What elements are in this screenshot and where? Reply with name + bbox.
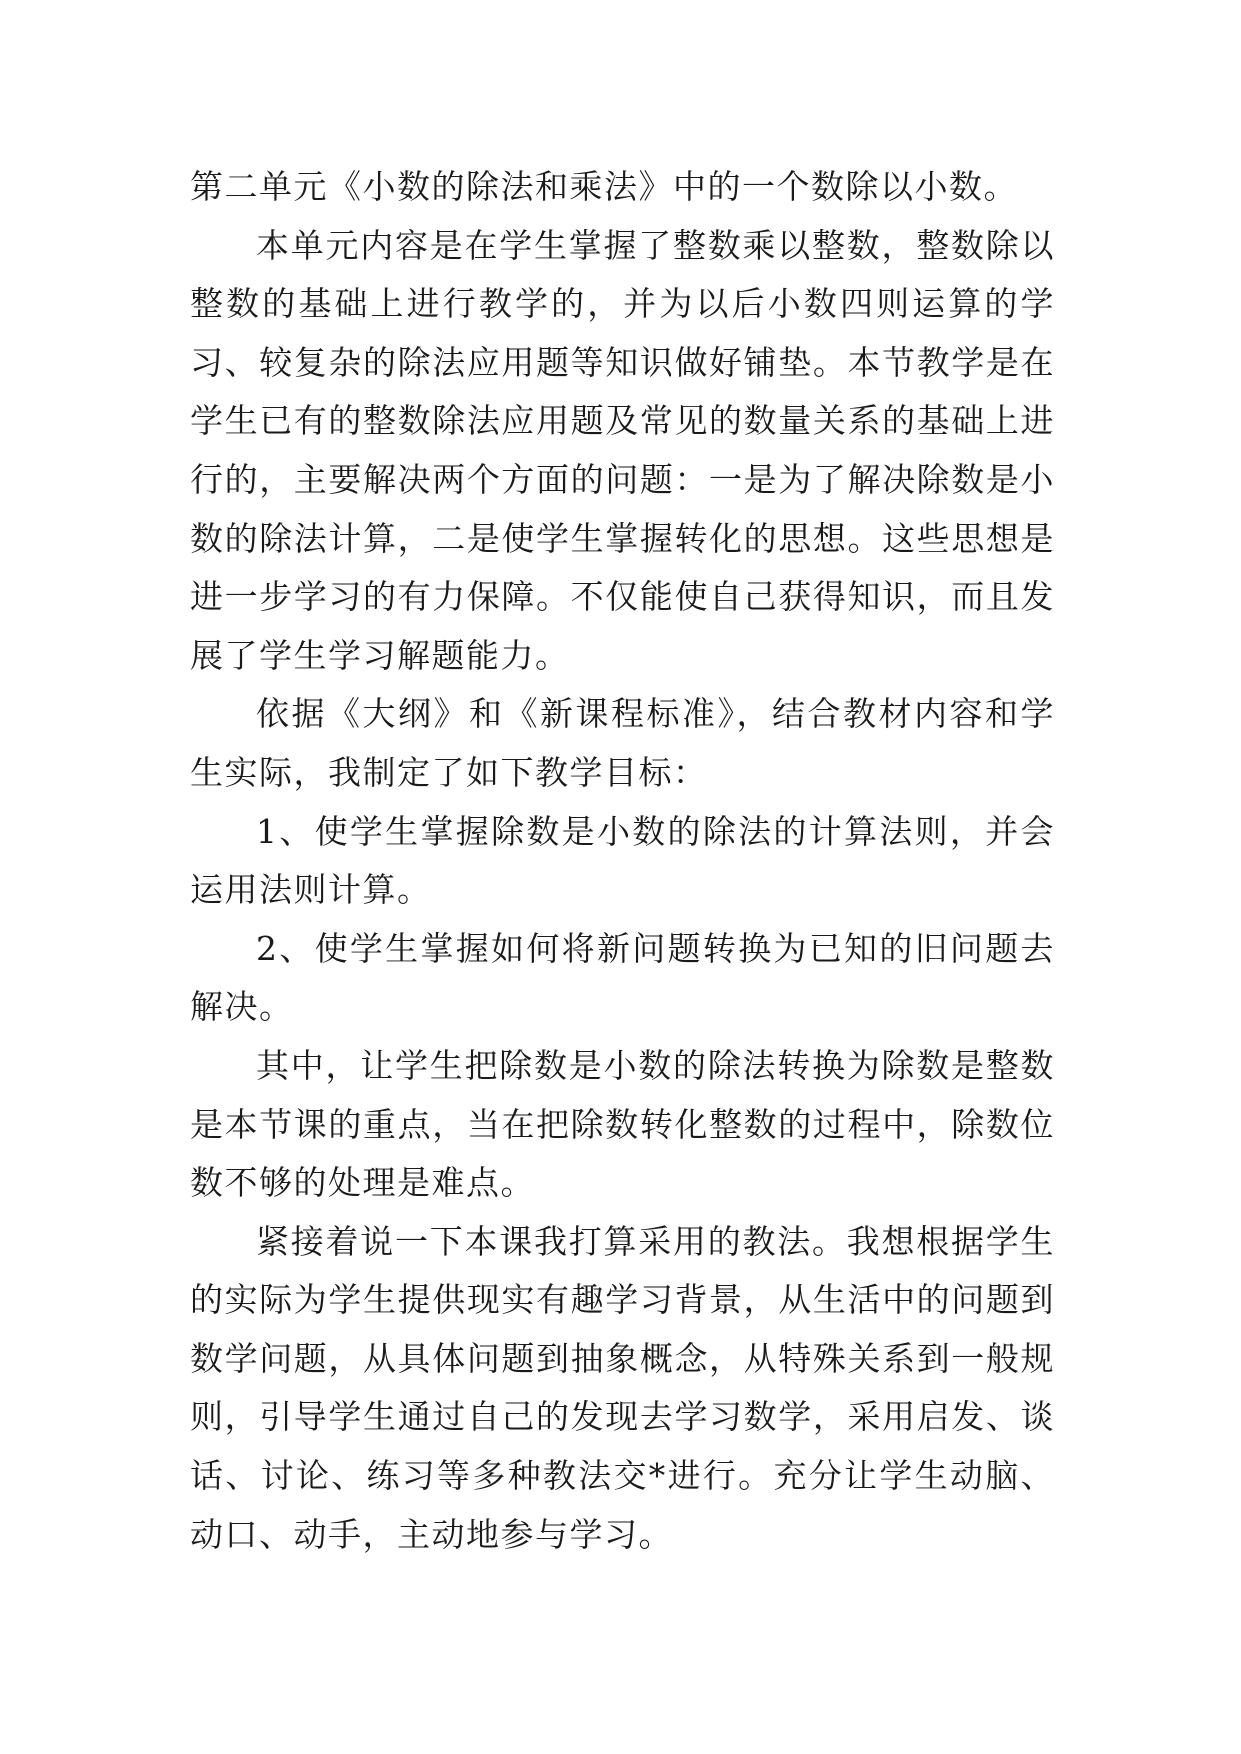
paragraph-teaching-goals-intro: 依据《大纲》和《新课程标准》，结合教材内容和学生实际，我制定了如下教学目标： <box>190 694 1055 792</box>
paragraph-unit-intro: 第二单元《小数的除法和乘法》中的一个数除以小数。 <box>190 167 1018 206</box>
paragraph-key-points: 其中，让学生把除数是小数的除法转换为除数是整数是本节课的重点，当在把除数转化整数的过程中，除数位数不够的处理是难点。 <box>190 1045 1055 1203</box>
paragraph-teaching-methods: 紧接着说一下本课我打算采用的教法。我想根据学生的实际为学生提供现实有趣学习背景，从生活中的问题到数学问题，从具体问题到抽象概念，从特殊关系到一般规则，引导学生通过自己的发现去学习数学，采用启发、谈话、讨论、练习等多种教法交*进行。充分让学生动脑、动口、动手，主动地参与学习。 <box>190 1221 1055 1554</box>
paragraph-unit-content: 本单元内容是在学生掌握了整数乘以整数，整数除以整数的基础上进行教学的，并为以后小数四则运算的学习、较复杂的除法应用题等知识做好铺垫。本节教学是在学生已有的整数除法应用题及常见的数量关系的基础上进行的，主要解决两个方面的问题：一是为了解决除数是小数的除法计算，二是使学生掌握转化的思想。这些思想是进一步学习的有力保障。不仅能使自己获得知识，而且发展了学生学习解题能力。 <box>190 225 1055 675</box>
paragraph-goal-1: 1、使学生掌握除数是小数的除法的计算法则，并会运用法则计算。 <box>190 811 1055 910</box>
paragraph-goal-2: 2、使学生掌握如何将新问题转换为已知的旧问题去解决。 <box>190 928 1055 1027</box>
document-page <box>190 158 1055 1564</box>
